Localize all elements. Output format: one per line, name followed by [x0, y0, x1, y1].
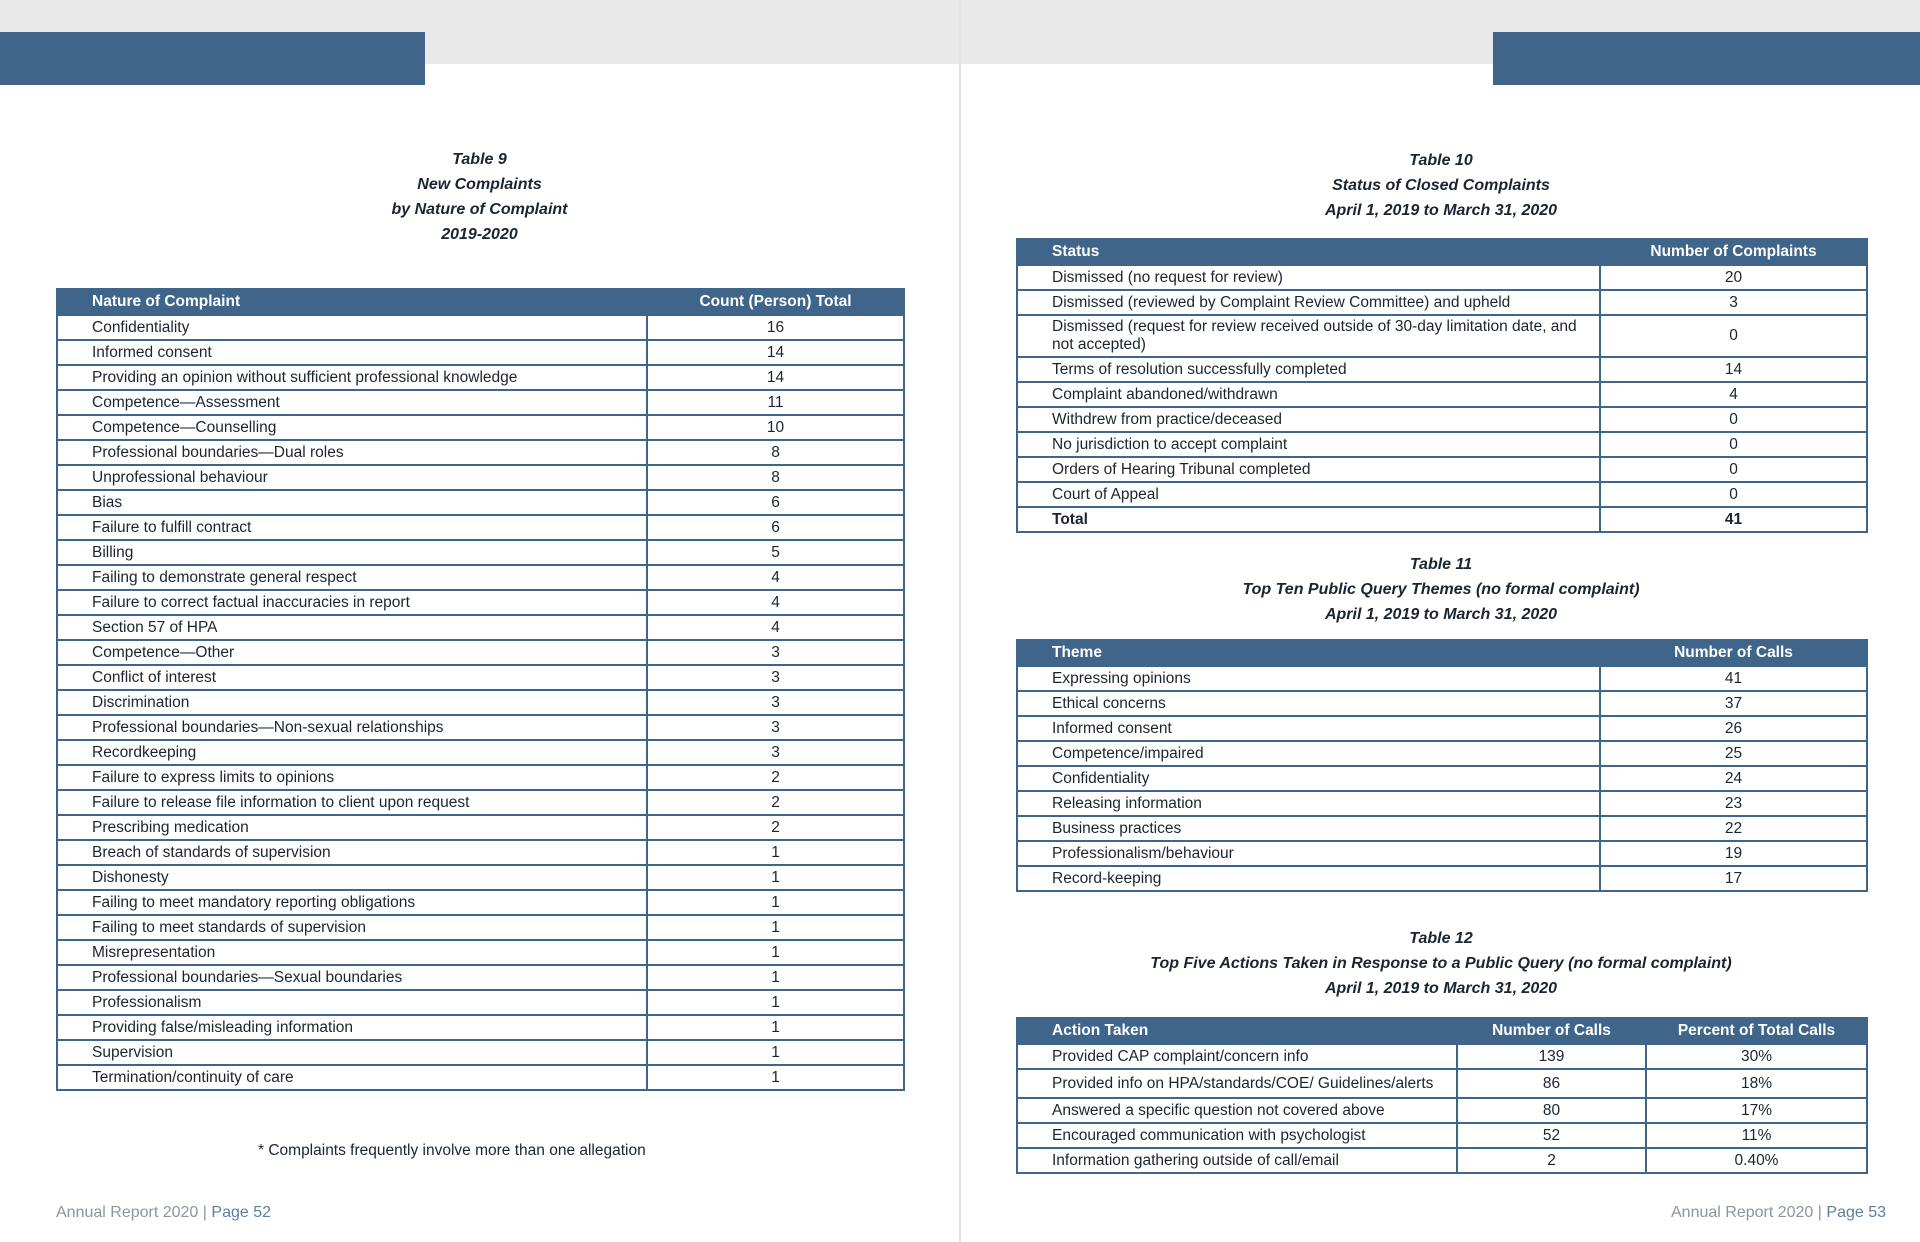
row-value-cell: 1: [647, 915, 904, 940]
row-value-cell: 24: [1600, 766, 1867, 791]
row-value-cell: 17%: [1646, 1098, 1867, 1123]
row-value-cell: 14: [647, 365, 904, 390]
row-value-cell: 8: [647, 440, 904, 465]
row-value-cell: 86: [1457, 1069, 1646, 1098]
row-value-cell: 4: [1600, 382, 1867, 407]
row-value-cell: 18%: [1646, 1069, 1867, 1098]
caption-line: 2019-2020: [441, 226, 518, 243]
row-label-cell: Business practices: [1017, 816, 1600, 841]
table-10: [1016, 238, 1868, 533]
table-row: [57, 740, 904, 765]
row-value-cell: 8: [647, 465, 904, 490]
row-value-cell: 14: [647, 340, 904, 365]
footer-page-number: Page 52: [211, 1204, 271, 1221]
row-value-cell: 3: [647, 715, 904, 740]
row-value-cell: 6: [647, 490, 904, 515]
row-label-cell: Professional boundaries—Sexual boundaries: [57, 965, 647, 990]
table-row: [1017, 816, 1867, 841]
row-value-cell: 2: [647, 790, 904, 815]
table-row: [57, 840, 904, 865]
row-value-cell: 139: [1457, 1044, 1646, 1069]
row-label-cell: Recordkeeping: [57, 740, 647, 765]
footnote: * Complaints frequently involve more than one allegation: [258, 1142, 646, 1159]
row-label-cell: Failing to meet mandatory reporting obligations: [57, 890, 647, 915]
table-header-row: [1017, 239, 1867, 265]
row-label-cell: Competence/impaired: [1017, 741, 1600, 766]
row-value-cell: 1: [647, 1040, 904, 1065]
row-value-cell: 80: [1457, 1098, 1646, 1123]
row-value-cell: 0: [1600, 482, 1867, 507]
row-label-cell: Court of Appeal: [1017, 482, 1600, 507]
table-row: [1017, 457, 1867, 482]
row-label-cell: Conflict of interest: [57, 665, 647, 690]
row-label-cell: Provided info on HPA/standards/COE/ Guidelines/alerts: [1017, 1069, 1457, 1098]
table-row: [1017, 866, 1867, 891]
header-accent-bar: [0, 32, 425, 85]
row-value-cell: 26: [1600, 716, 1867, 741]
table-row: [1017, 691, 1867, 716]
row-label-cell: Professional boundaries—Dual roles: [57, 440, 647, 465]
table-row: [57, 640, 904, 665]
row-value-cell: 23: [1600, 791, 1867, 816]
table-row: [57, 440, 904, 465]
row-label-cell: Professionalism/behaviour: [1017, 841, 1600, 866]
row-value-cell: 3: [647, 690, 904, 715]
row-value-cell: 2: [647, 765, 904, 790]
row-value-cell: 1: [647, 865, 904, 890]
row-label-cell: Discrimination: [57, 690, 647, 715]
row-value-cell: 2: [647, 815, 904, 840]
table-row: [1017, 1044, 1867, 1069]
table-row: [57, 315, 904, 340]
page-footer: [1671, 1204, 1886, 1222]
caption-line: April 1, 2019 to March 31, 2020: [1324, 606, 1558, 623]
column-header: Action Taken: [1017, 1018, 1457, 1044]
row-label-cell: Bias: [57, 490, 647, 515]
table-row: [1017, 265, 1867, 290]
row-value-cell: 16: [647, 315, 904, 340]
row-label-cell: Dismissed (reviewed by Complaint Review Committee) and upheld: [1017, 290, 1600, 315]
row-label-cell: Competence—Assessment: [57, 390, 647, 415]
row-label-cell: Failure to correct factual inaccuracies in report: [57, 590, 647, 615]
table-row: [1017, 290, 1867, 315]
row-label-cell: Withdrew from practice/deceased: [1017, 407, 1600, 432]
table-row: [1017, 791, 1867, 816]
table-row: [57, 865, 904, 890]
table-row: [57, 390, 904, 415]
table-row: [1017, 1098, 1867, 1123]
caption-line: April 1, 2019 to March 31, 2020: [1324, 980, 1558, 997]
table-row: [1017, 407, 1867, 432]
caption-line: Table 9: [452, 151, 507, 168]
row-label-cell: Complaint abandoned/withdrawn: [1017, 382, 1600, 407]
row-label-cell: Failing to meet standards of supervision: [57, 915, 647, 940]
caption-line: Status of Closed Complaints: [1332, 177, 1550, 194]
row-value-cell: 25: [1600, 741, 1867, 766]
table-row: [57, 665, 904, 690]
table-total-row: [1017, 507, 1867, 532]
table-row: [57, 790, 904, 815]
table-row: [57, 590, 904, 615]
table-row: [1017, 716, 1867, 741]
column-header: Number of Calls: [1457, 1018, 1646, 1044]
row-value-cell: 2: [1457, 1148, 1646, 1173]
column-header: Number of Complaints: [1600, 239, 1867, 265]
row-label-cell: Professionalism: [57, 990, 647, 1015]
total-value-cell: 41: [1600, 507, 1867, 532]
row-value-cell: 3: [1600, 290, 1867, 315]
row-value-cell: 0: [1600, 457, 1867, 482]
table-header-row: [1017, 640, 1867, 666]
table-row: [57, 940, 904, 965]
caption-line: Table 10: [1409, 152, 1473, 169]
row-value-cell: 0.40%: [1646, 1148, 1867, 1173]
row-label-cell: Failure to express limits to opinions: [57, 765, 647, 790]
footer-separator: |: [1817, 1204, 1822, 1221]
row-label-cell: Competence—Other: [57, 640, 647, 665]
row-value-cell: 1: [647, 965, 904, 990]
table-row: [57, 690, 904, 715]
table-11: [1016, 639, 1868, 892]
table-row: [1017, 482, 1867, 507]
row-label-cell: Misrepresentation: [57, 940, 647, 965]
table-row: [57, 465, 904, 490]
table-row: [57, 490, 904, 515]
table-row: [57, 1065, 904, 1090]
row-value-cell: 0: [1600, 432, 1867, 457]
caption-line: Top Ten Public Query Themes (no formal complaint): [1242, 581, 1640, 598]
row-value-cell: 10: [647, 415, 904, 440]
row-label-cell: Information gathering outside of call/email: [1017, 1148, 1457, 1173]
row-label-cell: Failure to release file information to client upon request: [57, 790, 647, 815]
table-row: [57, 615, 904, 640]
row-value-cell: 30%: [1646, 1044, 1867, 1069]
table-row: [1017, 1069, 1867, 1098]
row-label-cell: Confidentiality: [57, 315, 647, 340]
row-value-cell: 11%: [1646, 1123, 1867, 1148]
row-label-cell: Terms of resolution successfully completed: [1017, 357, 1600, 382]
row-value-cell: 1: [647, 840, 904, 865]
row-label-cell: No jurisdiction to accept complaint: [1017, 432, 1600, 457]
footer-report-name: Annual Report 2020: [56, 1204, 199, 1221]
row-label-cell: Unprofessional behaviour: [57, 465, 647, 490]
footer-page-number: Page 53: [1826, 1204, 1886, 1221]
row-value-cell: 14: [1600, 357, 1867, 382]
table-row: [57, 715, 904, 740]
table-row: [57, 1040, 904, 1065]
row-label-cell: Record-keeping: [1017, 866, 1600, 891]
row-label-cell: Answered a specific question not covered above: [1017, 1098, 1457, 1123]
row-label-cell: Failure to fulfill contract: [57, 515, 647, 540]
row-value-cell: 22: [1600, 816, 1867, 841]
table-row: [57, 1015, 904, 1040]
row-label-cell: Provided CAP complaint/concern info: [1017, 1044, 1457, 1069]
table-10-caption: [1016, 148, 1866, 223]
table-row: [1017, 841, 1867, 866]
table-12-caption: [1016, 926, 1866, 1001]
table-row: [57, 915, 904, 940]
table-9: [56, 288, 905, 1091]
row-value-cell: 1: [647, 990, 904, 1015]
table-row: [1017, 357, 1867, 382]
row-label-cell: Dishonesty: [57, 865, 647, 890]
row-value-cell: 1: [647, 1065, 904, 1090]
row-value-cell: 3: [647, 640, 904, 665]
table-12: [1016, 1017, 1868, 1174]
row-label-cell: Expressing opinions: [1017, 666, 1600, 691]
row-value-cell: 17: [1600, 866, 1867, 891]
table-row: [57, 515, 904, 540]
caption-line: April 1, 2019 to March 31, 2020: [1324, 202, 1558, 219]
caption-line: Top Five Actions Taken in Response to a Public Query (no formal complaint): [1150, 955, 1732, 972]
table-row: [57, 565, 904, 590]
caption-line: Table 12: [1409, 930, 1473, 947]
column-header: Status: [1017, 239, 1600, 265]
row-label-cell: Encouraged communication with psychologist: [1017, 1123, 1457, 1148]
table-row: [1017, 382, 1867, 407]
table-row: [1017, 1123, 1867, 1148]
row-label-cell: Informed consent: [1017, 716, 1600, 741]
row-label-cell: Supervision: [57, 1040, 647, 1065]
row-value-cell: 4: [647, 590, 904, 615]
column-header: Number of Calls: [1600, 640, 1867, 666]
row-label-cell: Failing to demonstrate general respect: [57, 565, 647, 590]
table-header-row: [1017, 1018, 1867, 1044]
row-value-cell: 3: [647, 665, 904, 690]
footer-report-name: Annual Report 2020: [1671, 1204, 1814, 1221]
table-9-caption: [0, 147, 959, 247]
table-row: [1017, 666, 1867, 691]
row-value-cell: 41: [1600, 666, 1867, 691]
table-row: [57, 540, 904, 565]
row-label-cell: Professional boundaries—Non-sexual relationships: [57, 715, 647, 740]
row-value-cell: 20: [1600, 265, 1867, 290]
table-row: [1017, 741, 1867, 766]
table-row: [57, 890, 904, 915]
row-label-cell: Providing an opinion without sufficient professional knowledge: [57, 365, 647, 390]
header-accent-bar: [1493, 32, 1920, 85]
row-label-cell: Providing false/misleading information: [57, 1015, 647, 1040]
row-label-cell: Dismissed (no request for review): [1017, 265, 1600, 290]
footer-separator: |: [202, 1204, 207, 1221]
table-row: [1017, 766, 1867, 791]
caption-line: Table 11: [1409, 556, 1473, 573]
page-footer: [56, 1204, 271, 1222]
row-value-cell: 5: [647, 540, 904, 565]
table-row: [1017, 315, 1867, 357]
row-label-cell: Section 57 of HPA: [57, 615, 647, 640]
row-label-cell: Competence—Counselling: [57, 415, 647, 440]
left-page: [0, 0, 959, 1242]
row-label-cell: Dismissed (request for review received outside of 30-day limitation date, and not accepted): [1017, 315, 1600, 357]
row-label-cell: Confidentiality: [1017, 766, 1600, 791]
table-row: [57, 815, 904, 840]
table-row: [1017, 432, 1867, 457]
row-value-cell: 11: [647, 390, 904, 415]
row-value-cell: 19: [1600, 841, 1867, 866]
table-row: [57, 990, 904, 1015]
row-value-cell: 4: [647, 615, 904, 640]
row-label-cell: Informed consent: [57, 340, 647, 365]
caption-line: New Complaints: [417, 176, 542, 193]
table-11-caption: [1016, 552, 1866, 627]
row-value-cell: 52: [1457, 1123, 1646, 1148]
row-value-cell: 1: [647, 940, 904, 965]
row-label-cell: Prescribing medication: [57, 815, 647, 840]
row-value-cell: 1: [647, 890, 904, 915]
row-label-cell: Orders of Hearing Tribunal completed: [1017, 457, 1600, 482]
row-value-cell: 37: [1600, 691, 1867, 716]
total-label-cell: Total: [1017, 507, 1600, 532]
row-value-cell: 1: [647, 1015, 904, 1040]
table-row: [1017, 1148, 1867, 1173]
column-header: Percent of Total Calls: [1646, 1018, 1867, 1044]
row-value-cell: 6: [647, 515, 904, 540]
column-header: Nature of Complaint: [57, 289, 647, 315]
column-header: Theme: [1017, 640, 1600, 666]
table-header-row: [57, 289, 904, 315]
row-value-cell: 0: [1600, 407, 1867, 432]
row-label-cell: Billing: [57, 540, 647, 565]
row-label-cell: Breach of standards of supervision: [57, 840, 647, 865]
caption-line: by Nature of Complaint: [391, 201, 568, 218]
row-label-cell: Termination/continuity of care: [57, 1065, 647, 1090]
table-row: [57, 415, 904, 440]
row-value-cell: 3: [647, 740, 904, 765]
row-label-cell: Ethical concerns: [1017, 691, 1600, 716]
table-row: [57, 765, 904, 790]
column-header: Count (Person) Total: [647, 289, 904, 315]
right-page: [961, 0, 1920, 1242]
table-row: [57, 965, 904, 990]
table-row: [57, 365, 904, 390]
row-value-cell: 0: [1600, 315, 1867, 357]
row-label-cell: Releasing information: [1017, 791, 1600, 816]
row-value-cell: 4: [647, 565, 904, 590]
table-row: [57, 340, 904, 365]
